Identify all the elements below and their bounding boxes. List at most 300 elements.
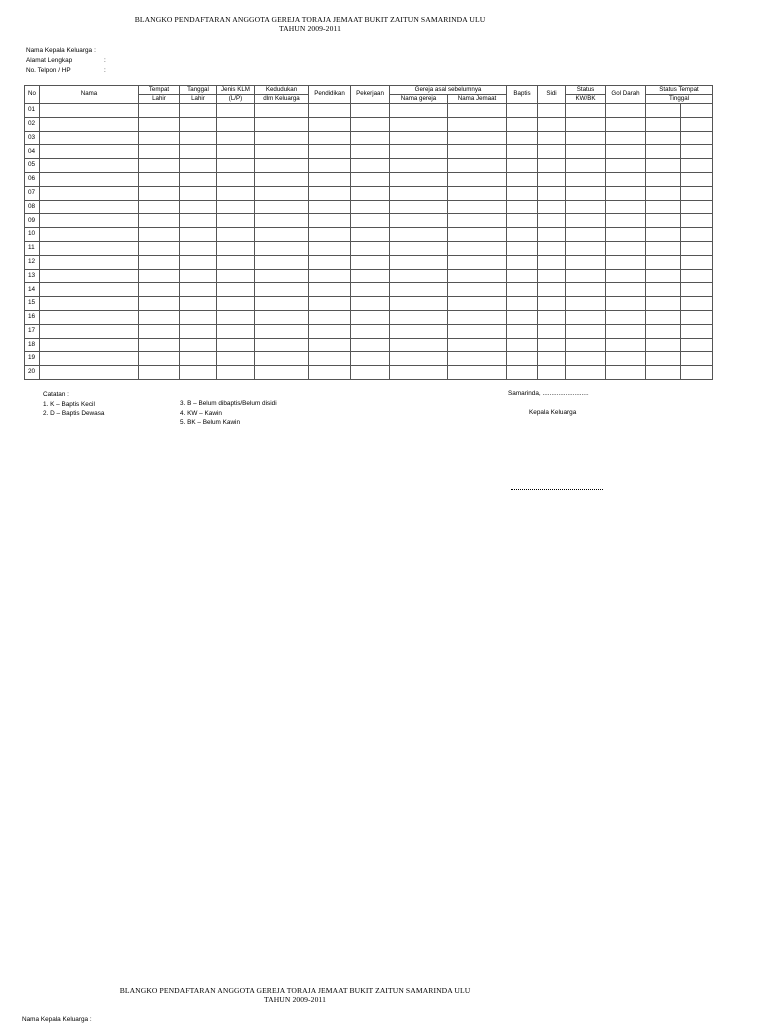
table-cell[interactable] — [255, 310, 309, 324]
table-cell[interactable] — [507, 214, 538, 228]
table-cell[interactable] — [681, 269, 713, 283]
table-cell[interactable] — [309, 104, 351, 118]
table-cell[interactable] — [566, 366, 606, 380]
table-cell[interactable] — [217, 228, 255, 242]
table-cell[interactable] — [681, 283, 713, 297]
table-cell[interactable] — [139, 117, 180, 131]
table-cell[interactable] — [538, 104, 566, 118]
table-cell[interactable] — [40, 117, 139, 131]
table-cell[interactable] — [351, 172, 390, 186]
table-cell[interactable] — [681, 241, 713, 255]
table-cell[interactable] — [351, 228, 390, 242]
table-cell[interactable] — [217, 338, 255, 352]
table-cell[interactable] — [538, 338, 566, 352]
table-cell[interactable] — [139, 352, 180, 366]
table-cell[interactable] — [681, 104, 713, 118]
table-cell[interactable] — [681, 186, 713, 200]
table-cell[interactable] — [40, 269, 139, 283]
table-cell[interactable] — [390, 145, 448, 159]
table-cell[interactable] — [309, 186, 351, 200]
table-cell[interactable] — [606, 241, 646, 255]
table-cell[interactable] — [566, 131, 606, 145]
table-cell[interactable] — [351, 214, 390, 228]
table-cell[interactable] — [538, 117, 566, 131]
table-cell[interactable] — [646, 200, 681, 214]
table-cell[interactable] — [139, 200, 180, 214]
table-cell[interactable] — [538, 297, 566, 311]
table-cell[interactable] — [351, 338, 390, 352]
table-cell[interactable] — [681, 297, 713, 311]
table-cell[interactable] — [646, 214, 681, 228]
table-cell[interactable] — [390, 283, 448, 297]
table-cell[interactable] — [351, 366, 390, 380]
table-cell[interactable] — [255, 117, 309, 131]
table-cell[interactable] — [646, 228, 681, 242]
table-cell[interactable] — [566, 186, 606, 200]
table-cell[interactable] — [566, 255, 606, 269]
table-cell[interactable] — [309, 172, 351, 186]
table-cell[interactable] — [40, 297, 139, 311]
table-cell[interactable] — [448, 159, 507, 173]
table-cell[interactable] — [180, 283, 217, 297]
table-cell[interactable] — [390, 338, 448, 352]
table-cell[interactable] — [40, 338, 139, 352]
table-cell[interactable] — [40, 352, 139, 366]
table-cell[interactable] — [566, 172, 606, 186]
table-cell[interactable] — [606, 131, 646, 145]
table-cell[interactable] — [448, 255, 507, 269]
table-cell[interactable] — [646, 366, 681, 380]
table-cell[interactable] — [646, 104, 681, 118]
table-cell[interactable] — [351, 104, 390, 118]
table-cell[interactable] — [351, 269, 390, 283]
table-cell[interactable] — [681, 324, 713, 338]
table-cell[interactable] — [40, 228, 139, 242]
table-cell[interactable] — [139, 145, 180, 159]
table-cell[interactable] — [507, 228, 538, 242]
table-cell[interactable] — [309, 117, 351, 131]
table-cell[interactable] — [309, 228, 351, 242]
table-cell[interactable] — [139, 172, 180, 186]
table-cell[interactable] — [646, 324, 681, 338]
table-cell[interactable] — [448, 214, 507, 228]
table-cell[interactable] — [180, 297, 217, 311]
table-cell[interactable] — [507, 200, 538, 214]
table-cell[interactable] — [507, 241, 538, 255]
table-cell[interactable] — [606, 283, 646, 297]
table-cell[interactable] — [40, 324, 139, 338]
table-cell[interactable] — [448, 338, 507, 352]
table-cell[interactable] — [309, 214, 351, 228]
table-cell[interactable] — [646, 186, 681, 200]
table-cell[interactable] — [180, 324, 217, 338]
table-cell[interactable] — [390, 366, 448, 380]
table-cell[interactable] — [351, 255, 390, 269]
table-cell[interactable] — [390, 297, 448, 311]
table-cell[interactable] — [566, 338, 606, 352]
table-cell[interactable] — [180, 200, 217, 214]
table-cell[interactable] — [351, 131, 390, 145]
table-cell[interactable] — [40, 366, 139, 380]
table-cell[interactable] — [390, 310, 448, 324]
table-cell[interactable] — [606, 117, 646, 131]
table-cell[interactable] — [646, 172, 681, 186]
table-cell[interactable] — [180, 228, 217, 242]
table-cell[interactable] — [309, 283, 351, 297]
table-cell[interactable] — [255, 269, 309, 283]
table-cell[interactable] — [606, 366, 646, 380]
table-cell[interactable] — [566, 104, 606, 118]
table-cell[interactable] — [217, 352, 255, 366]
table-cell[interactable] — [448, 117, 507, 131]
table-cell[interactable] — [507, 352, 538, 366]
table-cell[interactable] — [351, 145, 390, 159]
table-cell[interactable] — [255, 366, 309, 380]
table-cell[interactable] — [139, 255, 180, 269]
table-cell[interactable] — [646, 283, 681, 297]
table-cell[interactable] — [40, 200, 139, 214]
table-cell[interactable] — [606, 200, 646, 214]
table-cell[interactable] — [646, 117, 681, 131]
table-cell[interactable] — [646, 241, 681, 255]
table-cell[interactable] — [40, 241, 139, 255]
table-cell[interactable] — [448, 269, 507, 283]
table-cell[interactable] — [255, 338, 309, 352]
table-cell[interactable] — [606, 104, 646, 118]
table-cell[interactable] — [40, 145, 139, 159]
table-cell[interactable] — [606, 159, 646, 173]
table-cell[interactable] — [538, 352, 566, 366]
table-cell[interactable] — [180, 159, 217, 173]
table-cell[interactable] — [180, 310, 217, 324]
table-cell[interactable] — [538, 172, 566, 186]
table-cell[interactable] — [681, 228, 713, 242]
table-cell[interactable] — [139, 310, 180, 324]
table-cell[interactable] — [507, 297, 538, 311]
table-cell[interactable] — [646, 310, 681, 324]
table-cell[interactable] — [139, 131, 180, 145]
table-cell[interactable] — [507, 159, 538, 173]
table-cell[interactable] — [309, 145, 351, 159]
table-cell[interactable] — [566, 117, 606, 131]
table-cell[interactable] — [309, 200, 351, 214]
table-cell[interactable] — [180, 214, 217, 228]
table-cell[interactable] — [351, 186, 390, 200]
table-cell[interactable] — [255, 228, 309, 242]
table-cell[interactable] — [681, 366, 713, 380]
table-cell[interactable] — [255, 131, 309, 145]
table-cell[interactable] — [180, 241, 217, 255]
table-cell[interactable] — [538, 200, 566, 214]
table-cell[interactable] — [646, 297, 681, 311]
table-cell[interactable] — [390, 255, 448, 269]
table-cell[interactable] — [448, 310, 507, 324]
table-cell[interactable] — [646, 255, 681, 269]
table-cell[interactable] — [448, 172, 507, 186]
table-cell[interactable] — [538, 269, 566, 283]
table-cell[interactable] — [309, 241, 351, 255]
table-cell[interactable] — [390, 159, 448, 173]
table-cell[interactable] — [309, 366, 351, 380]
table-cell[interactable] — [606, 310, 646, 324]
table-cell[interactable] — [255, 186, 309, 200]
table-cell[interactable] — [448, 297, 507, 311]
table-cell[interactable] — [448, 145, 507, 159]
table-cell[interactable] — [566, 214, 606, 228]
table-cell[interactable] — [40, 172, 139, 186]
table-cell[interactable] — [507, 104, 538, 118]
table-cell[interactable] — [351, 352, 390, 366]
table-cell[interactable] — [681, 117, 713, 131]
table-cell[interactable] — [566, 283, 606, 297]
table-cell[interactable] — [566, 310, 606, 324]
table-cell[interactable] — [351, 324, 390, 338]
table-cell[interactable] — [681, 310, 713, 324]
table-cell[interactable] — [390, 131, 448, 145]
table-cell[interactable] — [538, 366, 566, 380]
table-cell[interactable] — [217, 117, 255, 131]
table-cell[interactable] — [538, 241, 566, 255]
table-cell[interactable] — [309, 352, 351, 366]
table-cell[interactable] — [180, 366, 217, 380]
table-cell[interactable] — [139, 324, 180, 338]
table-cell[interactable] — [139, 269, 180, 283]
table-cell[interactable] — [606, 324, 646, 338]
table-cell[interactable] — [390, 228, 448, 242]
table-cell[interactable] — [180, 172, 217, 186]
table-cell[interactable] — [538, 228, 566, 242]
table-cell[interactable] — [139, 297, 180, 311]
table-cell[interactable] — [681, 255, 713, 269]
table-cell[interactable] — [309, 338, 351, 352]
table-cell[interactable] — [139, 214, 180, 228]
table-cell[interactable] — [309, 269, 351, 283]
table-cell[interactable] — [255, 324, 309, 338]
table-cell[interactable] — [255, 104, 309, 118]
table-cell[interactable] — [681, 159, 713, 173]
table-cell[interactable] — [217, 297, 255, 311]
table-cell[interactable] — [646, 269, 681, 283]
table-cell[interactable] — [309, 310, 351, 324]
table-cell[interactable] — [309, 324, 351, 338]
table-cell[interactable] — [390, 172, 448, 186]
table-cell[interactable] — [507, 269, 538, 283]
table-cell[interactable] — [507, 310, 538, 324]
table-cell[interactable] — [448, 324, 507, 338]
table-cell[interactable] — [390, 352, 448, 366]
table-cell[interactable] — [351, 241, 390, 255]
table-cell[interactable] — [217, 366, 255, 380]
table-cell[interactable] — [255, 172, 309, 186]
table-cell[interactable] — [538, 283, 566, 297]
table-cell[interactable] — [255, 241, 309, 255]
table-cell[interactable] — [217, 104, 255, 118]
table-cell[interactable] — [180, 131, 217, 145]
table-cell[interactable] — [40, 131, 139, 145]
table-cell[interactable] — [507, 117, 538, 131]
table-cell[interactable] — [309, 297, 351, 311]
table-cell[interactable] — [681, 352, 713, 366]
table-cell[interactable] — [681, 214, 713, 228]
table-cell[interactable] — [139, 283, 180, 297]
table-cell[interactable] — [646, 145, 681, 159]
table-cell[interactable] — [538, 310, 566, 324]
table-cell[interactable] — [606, 297, 646, 311]
table-cell[interactable] — [606, 255, 646, 269]
table-cell[interactable] — [448, 131, 507, 145]
table-cell[interactable] — [217, 186, 255, 200]
table-cell[interactable] — [538, 255, 566, 269]
table-cell[interactable] — [507, 172, 538, 186]
table-cell[interactable] — [180, 145, 217, 159]
table-cell[interactable] — [217, 131, 255, 145]
table-cell[interactable] — [255, 214, 309, 228]
table-cell[interactable] — [255, 297, 309, 311]
table-cell[interactable] — [255, 145, 309, 159]
table-cell[interactable] — [448, 186, 507, 200]
table-cell[interactable] — [606, 186, 646, 200]
table-cell[interactable] — [646, 352, 681, 366]
table-cell[interactable] — [217, 310, 255, 324]
table-cell[interactable] — [40, 310, 139, 324]
table-cell[interactable] — [217, 214, 255, 228]
table-cell[interactable] — [390, 186, 448, 200]
table-cell[interactable] — [507, 324, 538, 338]
table-cell[interactable] — [507, 255, 538, 269]
table-cell[interactable] — [40, 186, 139, 200]
table-cell[interactable] — [390, 269, 448, 283]
table-cell[interactable] — [566, 297, 606, 311]
table-cell[interactable] — [390, 241, 448, 255]
table-cell[interactable] — [139, 338, 180, 352]
table-cell[interactable] — [538, 159, 566, 173]
table-cell[interactable] — [448, 241, 507, 255]
table-cell[interactable] — [448, 352, 507, 366]
table-cell[interactable] — [646, 131, 681, 145]
table-cell[interactable] — [390, 200, 448, 214]
table-cell[interactable] — [681, 338, 713, 352]
table-cell[interactable] — [40, 255, 139, 269]
table-cell[interactable] — [390, 214, 448, 228]
table-cell[interactable] — [390, 117, 448, 131]
table-cell[interactable] — [646, 159, 681, 173]
table-cell[interactable] — [538, 214, 566, 228]
table-cell[interactable] — [255, 255, 309, 269]
table-cell[interactable] — [217, 241, 255, 255]
table-cell[interactable] — [180, 186, 217, 200]
table-cell[interactable] — [255, 283, 309, 297]
table-cell[interactable] — [217, 159, 255, 173]
table-cell[interactable] — [606, 145, 646, 159]
table-cell[interactable] — [448, 200, 507, 214]
table-cell[interactable] — [566, 269, 606, 283]
table-cell[interactable] — [507, 145, 538, 159]
table-cell[interactable] — [309, 159, 351, 173]
table-cell[interactable] — [309, 255, 351, 269]
table-cell[interactable] — [390, 104, 448, 118]
table-cell[interactable] — [566, 352, 606, 366]
table-cell[interactable] — [40, 104, 139, 118]
table-cell[interactable] — [180, 269, 217, 283]
table-cell[interactable] — [351, 297, 390, 311]
table-cell[interactable] — [255, 159, 309, 173]
table-cell[interactable] — [448, 366, 507, 380]
table-cell[interactable] — [180, 255, 217, 269]
table-cell[interactable] — [681, 131, 713, 145]
table-cell[interactable] — [351, 117, 390, 131]
table-cell[interactable] — [507, 186, 538, 200]
table-cell[interactable] — [217, 269, 255, 283]
table-cell[interactable] — [390, 324, 448, 338]
table-cell[interactable] — [217, 145, 255, 159]
table-cell[interactable] — [309, 131, 351, 145]
table-cell[interactable] — [448, 104, 507, 118]
table-cell[interactable] — [606, 214, 646, 228]
table-cell[interactable] — [507, 338, 538, 352]
table-cell[interactable] — [217, 324, 255, 338]
table-cell[interactable] — [255, 200, 309, 214]
table-cell[interactable] — [180, 338, 217, 352]
table-cell[interactable] — [566, 145, 606, 159]
table-cell[interactable] — [566, 228, 606, 242]
table-cell[interactable] — [566, 241, 606, 255]
table-cell[interactable] — [351, 159, 390, 173]
table-cell[interactable] — [40, 214, 139, 228]
table-cell[interactable] — [139, 104, 180, 118]
table-cell[interactable] — [507, 131, 538, 145]
table-cell[interactable] — [180, 104, 217, 118]
table-cell[interactable] — [217, 172, 255, 186]
table-cell[interactable] — [139, 228, 180, 242]
table-cell[interactable] — [538, 186, 566, 200]
table-cell[interactable] — [681, 145, 713, 159]
table-cell[interactable] — [681, 200, 713, 214]
table-cell[interactable] — [507, 366, 538, 380]
table-cell[interactable] — [681, 172, 713, 186]
table-cell[interactable] — [139, 366, 180, 380]
table-cell[interactable] — [139, 186, 180, 200]
table-cell[interactable] — [538, 145, 566, 159]
table-cell[interactable] — [448, 228, 507, 242]
table-cell[interactable] — [606, 269, 646, 283]
table-cell[interactable] — [351, 283, 390, 297]
table-cell[interactable] — [217, 255, 255, 269]
table-cell[interactable] — [566, 324, 606, 338]
table-cell[interactable] — [40, 283, 139, 297]
table-cell[interactable] — [180, 117, 217, 131]
table-cell[interactable] — [538, 131, 566, 145]
table-cell[interactable] — [180, 352, 217, 366]
table-cell[interactable] — [538, 324, 566, 338]
table-cell[interactable] — [40, 159, 139, 173]
table-cell[interactable] — [255, 352, 309, 366]
table-cell[interactable] — [606, 228, 646, 242]
table-cell[interactable] — [217, 200, 255, 214]
table-cell[interactable] — [351, 200, 390, 214]
table-cell[interactable] — [139, 159, 180, 173]
table-cell[interactable] — [566, 200, 606, 214]
table-cell[interactable] — [351, 310, 390, 324]
table-cell[interactable] — [606, 338, 646, 352]
table-cell[interactable] — [507, 283, 538, 297]
table-cell[interactable] — [217, 283, 255, 297]
table-cell[interactable] — [606, 172, 646, 186]
table-cell[interactable] — [448, 283, 507, 297]
table-cell[interactable] — [606, 352, 646, 366]
table-cell[interactable] — [139, 241, 180, 255]
table-cell[interactable] — [646, 338, 681, 352]
table-cell[interactable] — [566, 159, 606, 173]
